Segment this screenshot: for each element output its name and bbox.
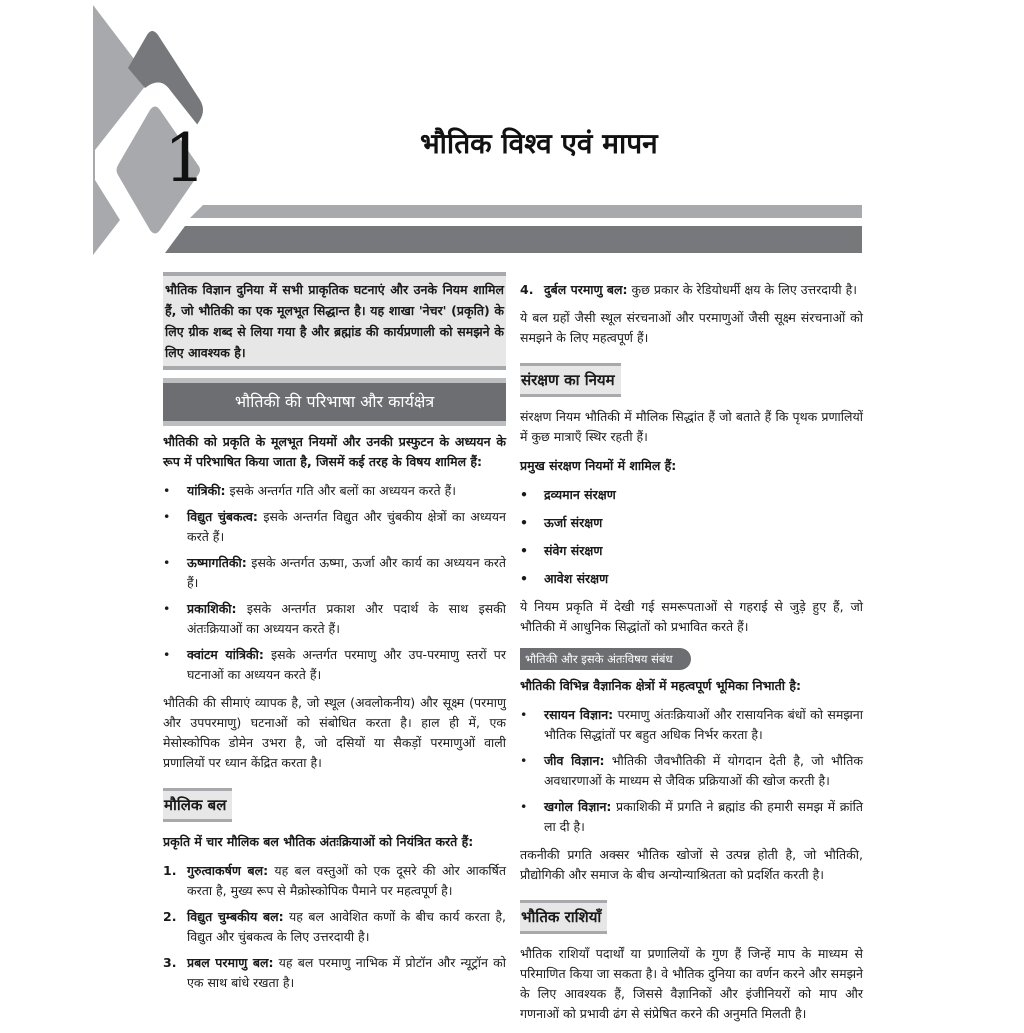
subsection-pill: भौतिकी और इसके अंतःविषय संबंध — [520, 648, 691, 670]
list-item — [520, 705, 863, 745]
quantities-paragraph: भौतिक राशियाँ पदार्थों या प्रणालियों के गुण हैं जिन्हें माप के माध्यम से परिमाणित किया जा सकता है। वे भौतिक दुनिया का वर्णन करने और समझने के लिए आवश्यक हैं, जिससे वैज्ञानिकों और इंजीनियरों को माप और गणनाओं को प्रभावी ढंग से संप्रेषित करने की अनुमति मिलती है। — [520, 946, 863, 1021]
list-item — [520, 280, 863, 300]
item-number: 2. — [163, 909, 177, 924]
item-term: जीव विज्ञान: — [544, 753, 605, 768]
item-term: रसायन विज्ञान: — [544, 707, 614, 722]
item-number: 3. — [163, 955, 177, 970]
item-text: इसके अन्तर्गत विद्युत और चुंबकीय क्षेत्रों का अध्ययन करते हैं। — [187, 509, 506, 544]
list-item — [520, 513, 863, 533]
item-text: प्रकाशिकी में प्रगति ने ब्रह्मांड की हमारी समझ में क्रांति ला दी है। — [544, 799, 863, 834]
item-text: यह बल वस्तुओं को एक दूसरे की ओर आकर्षित करता है, मुख्य रूप से मैक्रोस्कोपिक पैमाने पर महत्वपूर्ण है। — [187, 863, 506, 898]
definition-paragraph: भौतिकी को प्रकृति के मूलभूत नियमों और उनकी प्रस्फुटन के अध्ययन के रूप में परिभाषित किया जाता है, जिसमें कई तरह के विषय शामिल हैं: — [163, 434, 506, 469]
list-item — [163, 645, 506, 685]
laws-list — [520, 485, 863, 589]
fields-list — [520, 705, 863, 837]
right-column — [520, 280, 863, 1033]
forces-list — [163, 861, 506, 993]
item-text: यह बल आवेशित कणों के बीच कार्य करता है, विद्युत और चुंबकत्व के लिए उत्तरदायी है। — [187, 909, 506, 944]
item-text: यह बल परमाणु नाभिक में प्रोटॉन और न्यूट्रॉन को एक साथ बांधे रखता है। — [187, 955, 506, 990]
bullet-icon: • — [163, 647, 171, 662]
forces-list-continued — [520, 280, 863, 300]
branches-list — [163, 481, 506, 685]
item-text: कुछ प्रकार के रेडियोधर्मी क्षय के लिए उत्तरदायी है। — [627, 282, 858, 297]
conservation-paragraph: संरक्षण नियम भौतिकी में मौलिक सिद्धांत हैं जो बताते हैं कि पृथक प्रणालियों में कुछ मात्राएँ स्थिर रहती हैं। — [520, 409, 863, 444]
list-item — [163, 507, 506, 547]
item-term: क्वांटम यांत्रिकी: — [187, 647, 264, 662]
section-banner: भौतिकी की परिभाषा और कार्यक्षेत्र — [163, 378, 506, 426]
bullet-icon: • — [520, 487, 528, 502]
list-item — [163, 553, 506, 593]
item-term: प्रकाशिकी: — [187, 601, 237, 616]
list-item — [163, 953, 506, 993]
item-term: ऊष्मागतिकी: — [187, 555, 247, 570]
item-term: विद्युत चुम्बकीय बल: — [187, 909, 284, 924]
bullet-icon: • — [520, 571, 528, 586]
bullet-icon: • — [163, 555, 171, 570]
item-text: इसके अन्तर्गत ऊष्मा, ऊर्जा और कार्य का अध्ययन करते हैं। — [187, 555, 506, 590]
list-item — [520, 569, 863, 589]
item-text: संवेग संरक्षण — [544, 543, 603, 558]
item-text: इसके अन्तर्गत परमाणु और उप-परमाणु स्तरों पर घटनाओं का अध्ययन करते हैं। — [187, 647, 506, 682]
list-item — [163, 907, 506, 947]
interdisciplinary-intro: भौतिकी विभिन्न वैज्ञानिक क्षेत्रों में महत्वपूर्ण भूमिका निभाती है: — [520, 678, 801, 693]
technology-paragraph: तकनीकी प्रगति अक्सर भौतिक खोजों से उत्पन्न होती है, जो भौतिकी, प्रौद्योगिकी और समाज के बीच अन्योन्याश्रितता को प्रदर्शित करती है। — [520, 847, 863, 882]
item-text: परमाणु अंतःक्रियाओं और रासायनिक बंधों को समझना भौतिक सिद्धांतों पर बहुत अधिक निर्भर करता है। — [544, 707, 863, 742]
header-bar-light — [190, 205, 862, 218]
list-item — [520, 485, 863, 505]
bullet-icon: • — [520, 799, 528, 814]
list-item — [163, 861, 506, 901]
bullet-icon: • — [163, 509, 171, 524]
chapter-number: 1 — [164, 120, 206, 197]
item-text: ऊर्जा संरक्षण — [544, 515, 603, 530]
bullet-icon: • — [520, 515, 528, 530]
section-heading: भौतिक राशियाँ — [520, 900, 607, 934]
list-item — [520, 541, 863, 561]
item-number: 4. — [520, 282, 534, 297]
bullet-icon: • — [520, 707, 528, 722]
item-term: गुरुत्वाकर्षण बल: — [187, 863, 269, 878]
bullet-icon: • — [520, 753, 528, 768]
item-text: इसके अन्तर्गत प्रकाश और पदार्थ के साथ इसकी अंतःक्रियाओं का अध्ययन करते हैं। — [187, 601, 506, 636]
forces-intro: प्रकृति में चार मौलिक बल भौतिक अंतःक्रियाओं को नियंत्रित करते हैं: — [163, 834, 474, 849]
intro-box: भौतिक विज्ञान दुनिया में सभी प्राकृतिक घटनाएं और उनके नियम शामिल हैं, जो भौतिकी का एक मूलभूत सिद्धान्त है। यह शाखा 'नेचर' (प्रकृति) के लिए ग्रीक शब्द से लिया गया है और ब्रह्मांड की कार्यप्रणाली को समझने के लिए आवश्यक है। — [163, 272, 506, 370]
bullet-icon: • — [520, 543, 528, 558]
forces-paragraph: ये बल ग्रहों जैसी स्थूल संरचनाओं और परमाणुओं जैसी सूक्ष्म संरचनाओं को समझने के लिए महत्वपूर्ण हैं। — [520, 310, 863, 345]
header-bar-dark — [165, 226, 862, 253]
scope-paragraph: भौतिकी की सीमाएं व्यापक है, जो स्थूल (अवलोकनीय) और सूक्ष्म (परमाणु और उपपरमाणु) घटनाओं को संबोधित करता है। हाल ही में, एक मेसोस्कोपिक डोमेन उभरा है, जो दसियों या सैकड़ों परमाणुओं वाली प्रणालियों पर ध्यान केंद्रित करता है। — [163, 695, 506, 770]
item-text: इसके अन्तर्गत गति और बलों का अध्ययन करते हैं। — [225, 483, 456, 498]
list-item — [520, 797, 863, 837]
item-term: खगोल विज्ञान: — [544, 799, 612, 814]
item-term: प्रबल परमाणु बल: — [187, 955, 274, 970]
item-text: आवेश संरक्षण — [544, 571, 609, 586]
bullet-icon: • — [163, 601, 171, 616]
item-term: दुर्बल परमाणु बल: — [544, 282, 628, 297]
section-heading: मौलिक बल — [163, 788, 232, 822]
item-number: 1. — [163, 863, 177, 878]
laws-intro: प्रमुख संरक्षण नियमों में शामिल हैं: — [520, 458, 677, 473]
item-term: यांत्रिकी: — [187, 483, 226, 498]
bullet-icon: • — [163, 483, 171, 498]
laws-paragraph: ये नियम प्रकृति में देखी गई समरूपताओं से गहराई से जुड़े हुए हैं, जो भौतिकी में आधुनिक सिद्धांतों को प्रभावित करते हैं। — [520, 599, 863, 634]
item-term: विद्युत चुंबकत्व: — [187, 509, 258, 524]
list-item — [163, 599, 506, 639]
item-text: भौतिकी जैवभौतिकी में योगदान देती है, जो भौतिक अवधारणाओं के माध्यम से जैविक प्रक्रियाओं की खोज करती है। — [544, 753, 863, 788]
list-item — [520, 751, 863, 791]
left-column — [163, 272, 506, 1001]
page-title: भौतिक विश्व एवं मापन — [420, 127, 658, 160]
item-text: द्रव्यमान संरक्षण — [544, 487, 616, 502]
section-heading: संरक्षण का नियम — [520, 363, 621, 397]
list-item — [163, 481, 506, 501]
